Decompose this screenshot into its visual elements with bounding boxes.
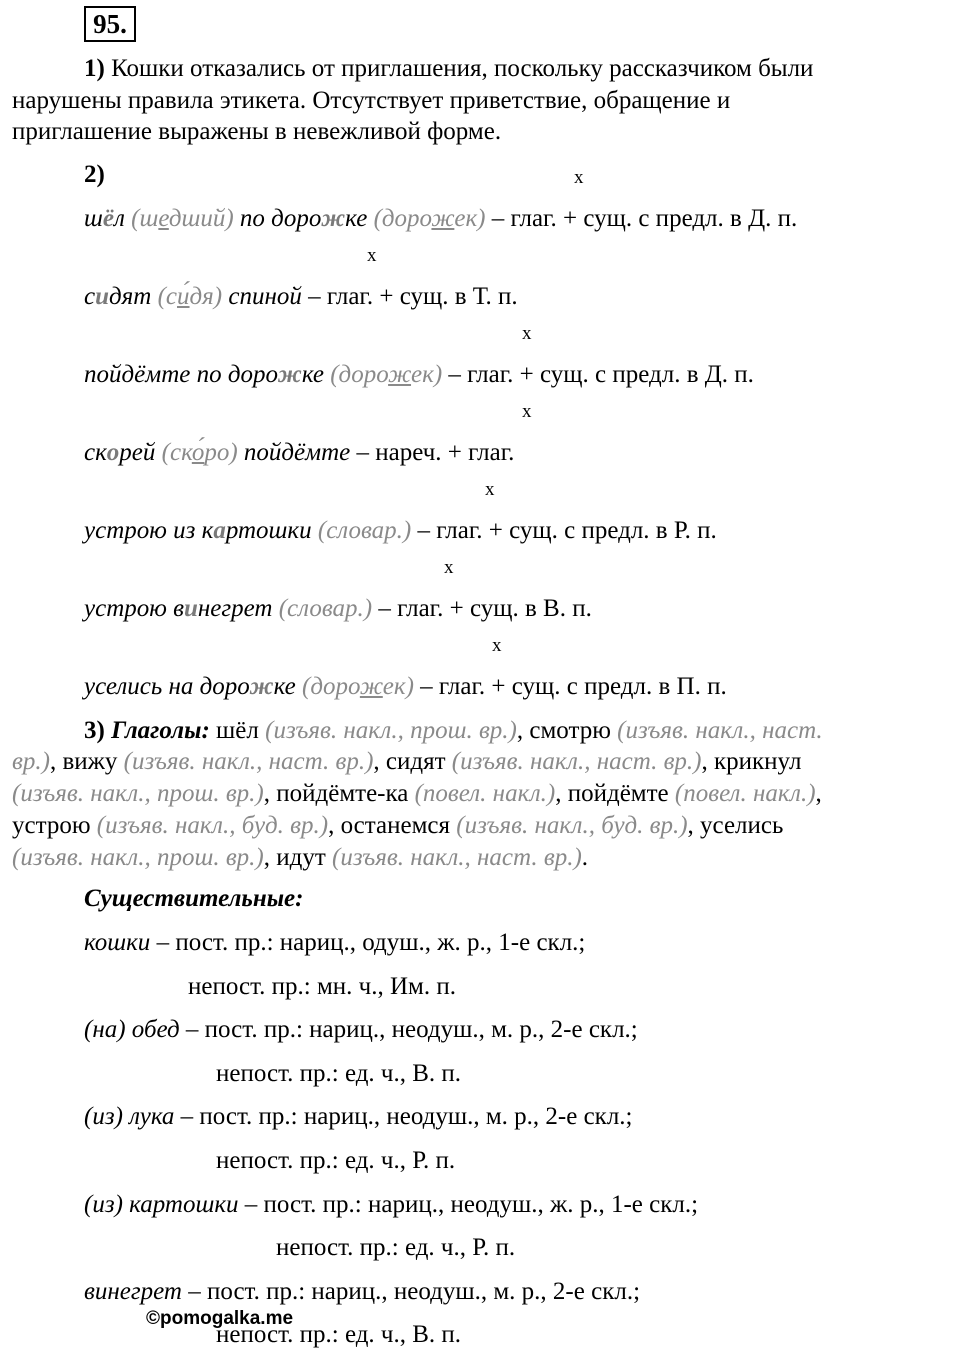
stress-mark: x bbox=[485, 479, 495, 500]
exercise-number: 95. bbox=[84, 6, 136, 42]
check-word: (словар.) bbox=[317, 517, 412, 544]
phrase: устрою из картошки bbox=[84, 517, 312, 544]
stress-mark: x bbox=[367, 245, 377, 266]
part1-line1 bbox=[84, 54, 813, 84]
noun-const: (из) лука – пост. пр.: нариц., неодуш., м. р., 2-е скл.; bbox=[84, 1103, 633, 1130]
part2-num: 2) bbox=[84, 161, 105, 188]
part3-line2: вр.), вижу (изъяв. накл., наст. вр.), сидят (изъяв. накл., наст. вр.), крикнул bbox=[12, 748, 802, 775]
phrase-desc: – глаг. + сущ. в В. п. bbox=[372, 595, 592, 622]
phrase-desc: – глаг. + сущ. с предл. в Д. п. bbox=[485, 205, 798, 232]
noun-var: непост. пр.: ед. ч., В. п. bbox=[216, 1321, 462, 1348]
noun-var: непост. пр.: мн. ч., Им. п. bbox=[188, 973, 456, 1000]
noun-const: кошки – пост. пр.: нариц., одуш., ж. р., 1-е скл.; bbox=[84, 929, 586, 956]
part3-line1: 3) Глаголы: шёл (изъяв. накл., прош. вр.), смотрю (изъяв. накл., наст. bbox=[84, 717, 823, 744]
phrase-row bbox=[84, 594, 592, 624]
stress-mark: x bbox=[574, 167, 584, 188]
part1-text1: Кошки отказались от приглашения, поскольку рассказчиком были bbox=[104, 55, 814, 82]
part3-line5: (изъяв. накл., прош. вр.), идут (изъяв. накл., наст. вр.). bbox=[12, 844, 589, 871]
part3-line3: (изъяв. накл., прош. вр.), пойдёмте-ка (повел. накл.), пойдёмте (повел. накл.), bbox=[12, 780, 822, 807]
phrase-row: скорей (ско́ро) пойдёмте – нареч. + глаг. bbox=[84, 439, 515, 466]
phrase-row bbox=[84, 516, 717, 546]
phrase-desc: – нареч. + глаг. bbox=[350, 439, 515, 466]
phrase-row bbox=[84, 672, 727, 702]
nouns-title: Существительные: bbox=[84, 885, 304, 912]
phrase: сидят bbox=[84, 283, 152, 310]
stress-mark: x bbox=[492, 635, 502, 656]
stress-mark: x bbox=[522, 323, 532, 344]
verbs-title: Глаголы: bbox=[111, 717, 210, 744]
phrase-row bbox=[84, 360, 754, 390]
watermark: ©pomogalka.me bbox=[146, 1308, 294, 1329]
phrase: пойдёмте по дорожке bbox=[84, 361, 324, 388]
noun-var: непост. пр.: ед. ч., Р. п. bbox=[276, 1234, 516, 1261]
phrase-row: шёл (шедший) по дорожке (дорожек) – глаг. + сущ. с предл. в Д. п. bbox=[84, 205, 798, 232]
phrase-desc: – глаг. + сущ. с предл. в П. п. bbox=[413, 673, 727, 700]
phrase: шёл bbox=[84, 205, 125, 232]
noun-const: (из) картошки – пост. пр.: нариц., неодуш., ж. р., 1-е скл.; bbox=[84, 1191, 699, 1218]
phrase-desc: – глаг. + сущ. с предл. в Д. п. bbox=[442, 361, 754, 388]
phrase-desc: – глаг. + сущ. в Т. п. bbox=[301, 283, 518, 310]
phrase-desc: – глаг. + сущ. с предл. в Р. п. bbox=[411, 517, 717, 544]
phrase: уселись на дорожке bbox=[84, 673, 296, 700]
stress-mark: x bbox=[444, 557, 454, 578]
phrase: скорей bbox=[84, 439, 156, 466]
part3-line4: устрою (изъяв. накл., буд. вр.), останемся (изъяв. накл., буд. вр.), уселись bbox=[12, 812, 784, 839]
stress-mark: x bbox=[522, 401, 532, 422]
check-word: (дорожек) bbox=[373, 205, 486, 232]
noun-var: непост. пр.: ед. ч., Р. п. bbox=[216, 1147, 456, 1174]
part1-num: 1) bbox=[84, 55, 105, 82]
part1-line2: нарушены правила этикета. Отсутствует приветствие, обращение и bbox=[12, 87, 731, 114]
check-word: (шедший) bbox=[131, 205, 234, 232]
noun-const: винегрет – пост. пр.: нариц., неодуш., м. р., 2-е скл.; bbox=[84, 1278, 641, 1305]
noun-const: (на) обед – пост. пр.: нариц., неодуш., м. р., 2-е скл.; bbox=[84, 1016, 638, 1043]
part1-line3: приглашение выражены в невежливой форме. bbox=[12, 118, 502, 145]
check-word: (ско́ро) bbox=[161, 439, 238, 466]
check-word: (дорожек) bbox=[330, 361, 443, 388]
phrase: устрою винегрет bbox=[84, 595, 273, 622]
check-word: (словар.) bbox=[278, 595, 373, 622]
check-word: (си́дя) bbox=[157, 283, 223, 310]
noun-var: непост. пр.: ед. ч., В. п. bbox=[216, 1060, 462, 1087]
phrase-row: сидят (си́дя) спиной – глаг. + сущ. в Т. п. bbox=[84, 283, 518, 310]
check-word: (дорожек) bbox=[302, 673, 414, 700]
